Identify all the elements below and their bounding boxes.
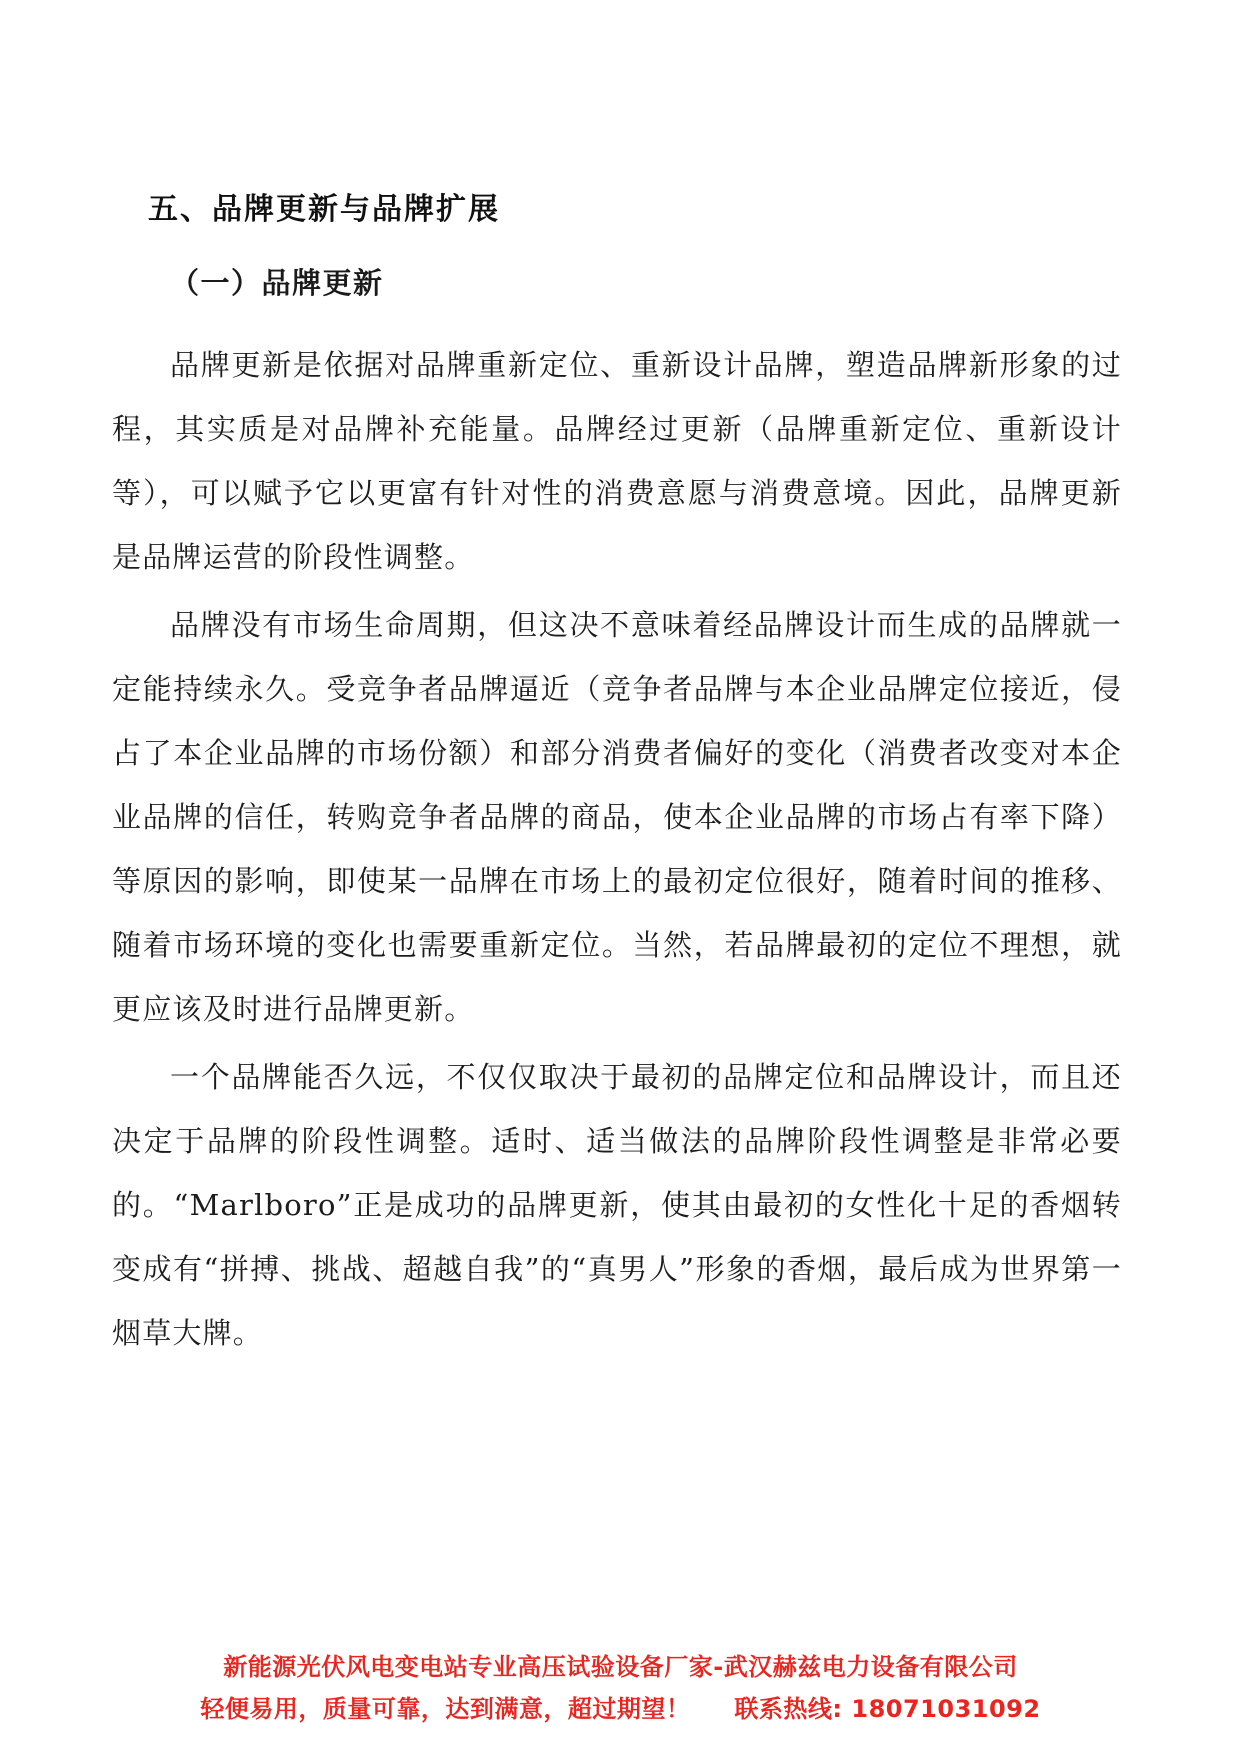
section-heading: 五、品牌更新与品牌扩展 (148, 192, 500, 227)
subsection-heading: （一）品牌更新 (170, 266, 384, 300)
footer-advertisement (0, 1646, 1241, 1730)
footer-ad-line-1: 新能源光伏风电变电站专业高压试验设备厂家-武汉赫兹电力设备有限公司 (223, 1653, 1018, 1681)
paragraph: 品牌没有市场生命周期，但这决不意味着经品牌设计而生成的品牌就一定能持续永久。受竞争者品牌逼近（竞争者品牌与本企业品牌定位接近，侵占了本企业品牌的市场份额）和部分消费者偏好的变化（消费者改变对本企业品牌的信任，转购竞争者品牌的商品，使本企业品牌的市场占有率下降）等原因的影响，即使某一品牌在市场上的最初定位很好，随着时间的推移、随着市场环境的变化也需要重新定位。当然，若品牌最初的定位不理想，就更应该及时进行品牌更新。 (112, 607, 1122, 1026)
footer-ad-line-2 (0, 1688, 1241, 1730)
paragraph: 品牌更新是依据对品牌重新定位、重新设计品牌，塑造品牌新形象的过程，其实质是对品牌补充能量。品牌经过更新（品牌重新定位、重新设计等），可以赋予它以更富有针对性的消费意愿与消费意境。因此，品牌更新是品牌运营的阶段性调整。 (112, 347, 1122, 574)
document-body (112, 190, 1122, 1369)
footer-ad-slogan: 轻便易用，质量可靠，达到满意，超过期望！ (200, 1695, 691, 1723)
footer-ad-hotline: 联系热线: 18071031092 (734, 1695, 1041, 1723)
paragraph: 一个品牌能否久远，不仅仅取决于最初的品牌定位和品牌设计，而且还决定于品牌的阶段性调整。适时、适当做法的品牌阶段性调整是非常必要的。“Marlboro”正是成功的品牌更新，使其由最初的女性化十足的香烟转变成有“拼搏、挑战、超越自我”的“真男人”形象的香烟，最后成为世界第一烟草大牌。 (112, 1059, 1122, 1350)
